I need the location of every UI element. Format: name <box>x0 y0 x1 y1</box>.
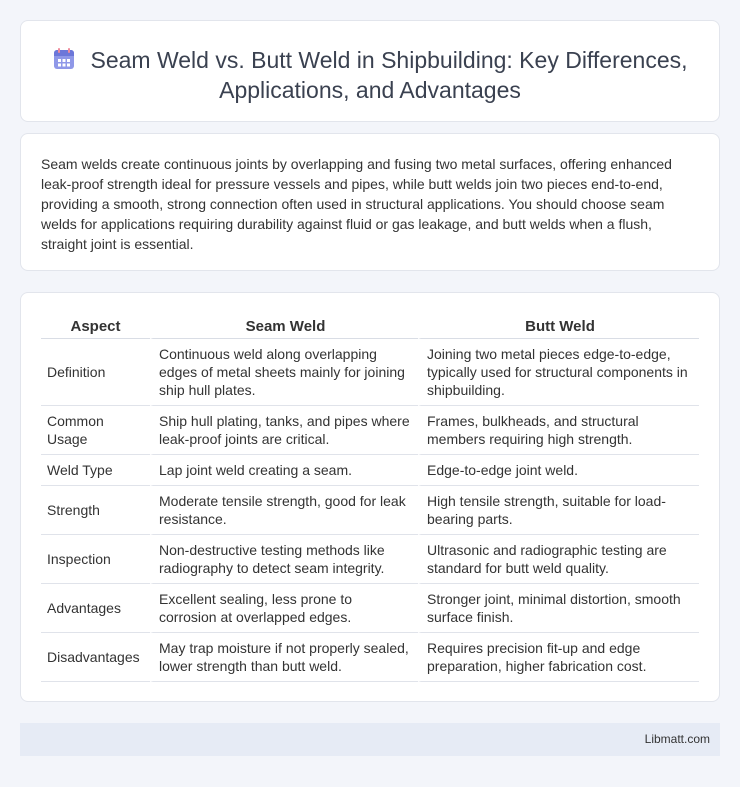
table-row <box>41 455 699 486</box>
row-aspect: Weld Type <box>41 455 150 486</box>
table-row <box>41 339 699 406</box>
table-row <box>41 535 699 584</box>
intro-paragraph: Seam welds create continuous joints by overlapping and fusing two metal surfaces, offering enhanced leak-proof strength ideal for pressure vessels and pipes, while butt welds join two pieces end-to-end, providing a smooth, strong connection often used in structural applications. You should choose seam welds for applications requiring durability against fluid or gas leakage, and butt welds when a flush, straight joint is essential. <box>41 156 672 252</box>
row-butt-weld: Ultrasonic and radiographic testing are standard for butt weld quality. <box>418 535 699 584</box>
table-row <box>41 584 699 633</box>
footer-site-link[interactable]: Libmatt.com <box>644 732 710 746</box>
footer-bar <box>20 723 720 756</box>
row-butt-weld: Frames, bulkheads, and structural members requiring high strength. <box>418 406 699 455</box>
row-seam-weld: Ship hull plating, tanks, and pipes where leak-proof joints are critical. <box>150 406 418 455</box>
row-seam-weld: May trap moisture if not properly sealed, lower strength than butt weld. <box>150 633 418 682</box>
row-seam-weld: Moderate tensile strength, good for leak resistance. <box>150 486 418 535</box>
row-seam-weld: Excellent sealing, less prone to corrosion at overlapped edges. <box>150 584 418 633</box>
row-aspect: Inspection <box>41 535 150 584</box>
header-butt-weld: Butt Weld <box>418 315 699 339</box>
row-butt-weld: Edge-to-edge joint weld. <box>418 455 699 486</box>
row-butt-weld: Joining two metal pieces edge-to-edge, typically used for structural components in shipbuilding. <box>418 339 699 406</box>
table-header-row <box>41 315 699 339</box>
calendar-icon <box>52 47 76 71</box>
page-title <box>21 45 719 105</box>
row-seam-weld: Continuous weld along overlapping edges of metal sheets mainly for joining ship hull plates. <box>150 339 418 406</box>
page-title-text: Seam Weld vs. Butt Weld in Shipbuilding: Key Differences, Applications, and Advantages <box>90 47 688 103</box>
row-butt-weld: Stronger joint, minimal distortion, smooth surface finish. <box>418 584 699 633</box>
row-aspect: Advantages <box>41 584 150 633</box>
row-butt-weld: Requires precision fit-up and edge preparation, higher fabrication cost. <box>418 633 699 682</box>
row-aspect: Strength <box>41 486 150 535</box>
table-row <box>41 633 699 682</box>
intro-card <box>20 133 720 271</box>
row-seam-weld: Lap joint weld creating a seam. <box>150 455 418 486</box>
header-seam-weld: Seam Weld <box>150 315 418 339</box>
row-aspect: Definition <box>41 339 150 406</box>
title-card <box>20 20 720 122</box>
header-aspect: Aspect <box>41 315 150 339</box>
comparison-card <box>20 292 720 702</box>
row-seam-weld: Non-destructive testing methods like radiography to detect seam integrity. <box>150 535 418 584</box>
row-aspect: Common Usage <box>41 406 150 455</box>
row-aspect: Disadvantages <box>41 633 150 682</box>
row-butt-weld: High tensile strength, suitable for load-bearing parts. <box>418 486 699 535</box>
table-row <box>41 406 699 455</box>
table-row <box>41 486 699 535</box>
comparison-table <box>41 315 699 682</box>
